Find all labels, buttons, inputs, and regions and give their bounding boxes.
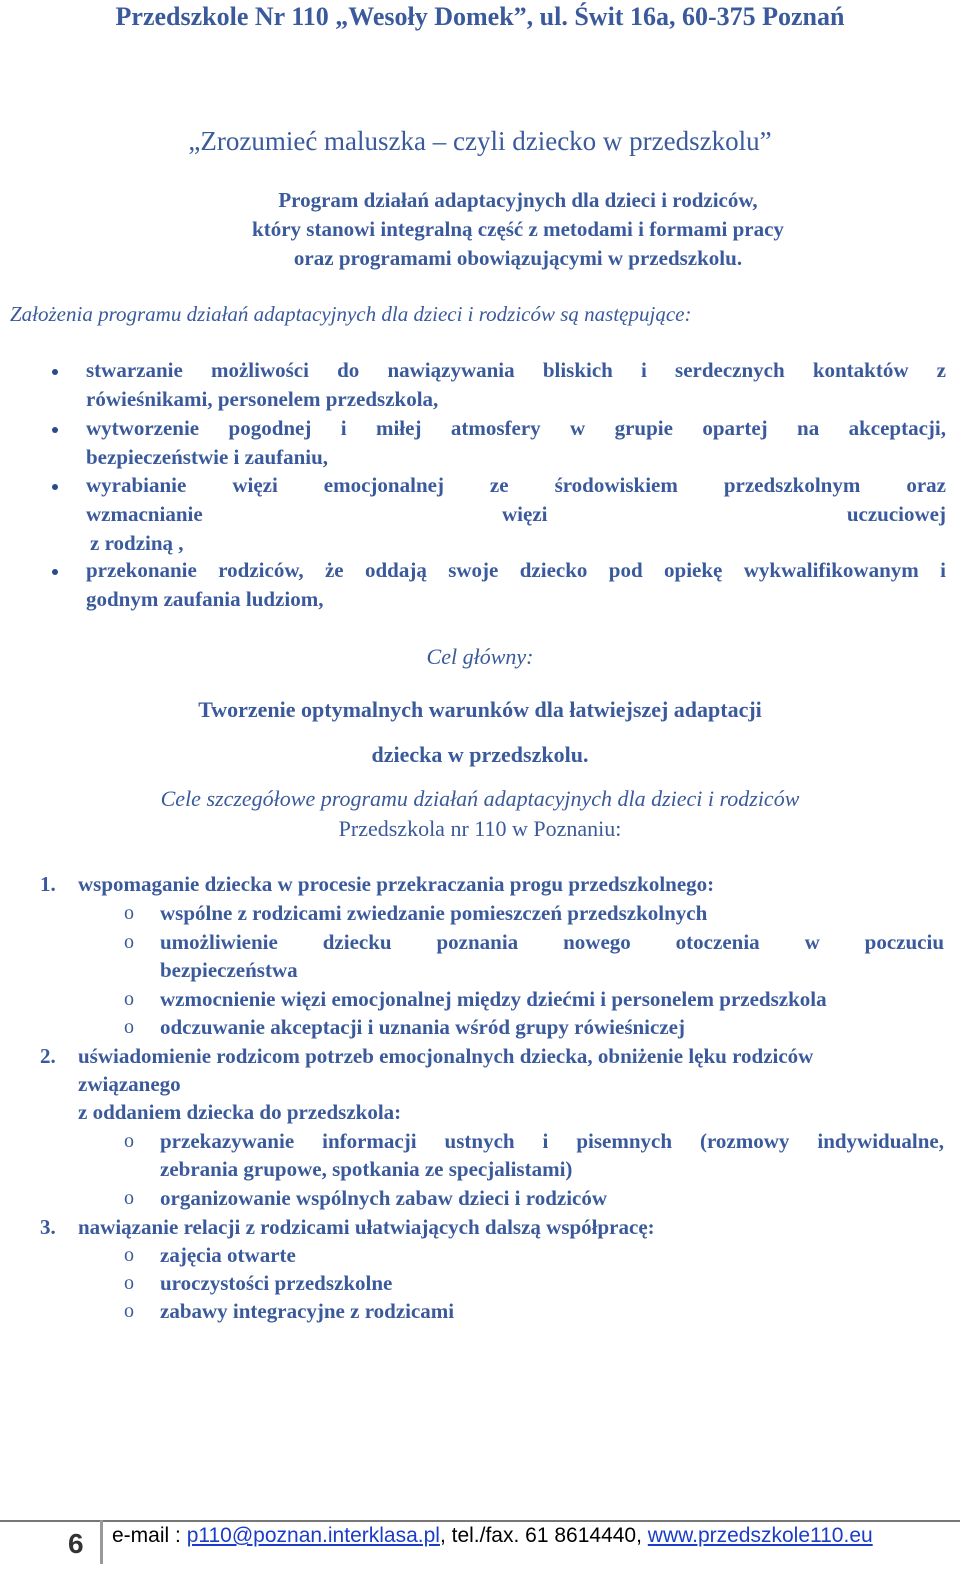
goal-number: 1. xyxy=(40,872,56,896)
bullet-2-line-2: bezpieczeństwie i zaufaniu, xyxy=(86,445,329,469)
subtitle-line-1: Program działań adaptacyjnych dla dzieci i rodziców, xyxy=(278,188,758,212)
goal-3-line-1: nawiązanie relacji z rodzicami ułatwiających dalszą współpracę: xyxy=(78,1215,655,1239)
bullet-1-line-1: stwarzanie możliwości do nawiązywania bliskich i serdecznych kontaktów z xyxy=(86,358,946,382)
goal-number: 2. xyxy=(40,1044,56,1068)
email-label: e-mail : xyxy=(112,1524,187,1547)
goal-1-item-4: odczuwanie akceptacji i uznania wśród grupy rówieśniczej xyxy=(160,1015,685,1039)
bullet-icon xyxy=(52,427,58,433)
goal-2-line-3: z oddaniem dziecka do przedszkola: xyxy=(78,1100,402,1124)
goal-3-item-1: zajęcia otwarte xyxy=(160,1243,296,1267)
goal-2-line-2: związanego xyxy=(78,1072,181,1096)
circle-bullet-icon: o xyxy=(124,931,134,953)
footer-divider xyxy=(0,1520,960,1522)
circle-bullet-icon: o xyxy=(124,1187,134,1209)
bullet-1-line-2: rówieśnikami, personelem przedszkola, xyxy=(86,387,439,411)
main-goal-line-1: Tworzenie optymalnych warunków dla łatwiejszej adaptacji xyxy=(198,697,762,722)
circle-bullet-icon: o xyxy=(124,988,134,1010)
detailed-goals-heading: Cele szczegółowe programu działań adaptacyjnych dla dzieci i rodziców xyxy=(160,786,800,811)
circle-bullet-icon: o xyxy=(124,1016,134,1038)
bullet-icon xyxy=(52,484,58,490)
detailed-goals-heading-2: Przedszkola nr 110 w Poznaniu: xyxy=(338,816,622,841)
main-goal-label: Cel główny: xyxy=(426,644,534,669)
goal-1-item-2-line-2: bezpieczeństwa xyxy=(160,958,298,982)
subtitle-line-3: oraz programami obowiązującymi w przedszkolu. xyxy=(293,246,743,270)
circle-bullet-icon: o xyxy=(124,902,134,924)
bullet-3-line-2: wzmacnianie więzi uczuciowej xyxy=(86,502,946,526)
goal-number: 3. xyxy=(40,1215,56,1239)
bullet-3-line-3: z rodziną , xyxy=(90,531,184,555)
goal-1-item-2-line-1: umożliwienie dziecku poznania nowego otoczenia w poczuciu xyxy=(160,930,944,954)
bullet-4-line-2: godnym zaufania ludziom, xyxy=(86,587,324,611)
goal-2-item-1-line-1: przekazywanie informacji ustnych i pisemnych (rozmowy indywidualne, xyxy=(160,1129,944,1153)
email-link[interactable]: p110@poznan.interklasa.pl xyxy=(186,1524,440,1547)
program-title: „Zrozumieć maluszka – czyli dziecko w przedszkolu” xyxy=(188,126,772,156)
goal-2-item-1-line-2: zebrania grupowe, spotkania ze specjalistami) xyxy=(160,1157,573,1181)
goal-3-item-2: uroczystości przedszkolne xyxy=(160,1271,393,1295)
goal-2-line-1: uświadomienie rodzicom potrzeb emocjonalnych dziecka, obniżenie lęku rodziców xyxy=(78,1044,814,1068)
page-number: 6 xyxy=(68,1528,84,1559)
main-goal-line-2: dziecka w przedszkolu. xyxy=(371,742,589,767)
school-header: Przedszkole Nr 110 „Wesoły Domek”, ul. Świt 16a, 60-375 Poznań xyxy=(115,2,845,31)
circle-bullet-icon: o xyxy=(124,1130,134,1152)
footer-contact xyxy=(112,1524,873,1548)
circle-bullet-icon: o xyxy=(124,1300,134,1322)
assumptions-intro: Założenia programu działań adaptacyjnych dla dzieci i rodziców są następujące: xyxy=(10,302,692,326)
circle-bullet-icon: o xyxy=(124,1244,134,1266)
goal-1-item-3: wzmocnienie więzi emocjonalnej między dziećmi i personelem przedszkola xyxy=(160,987,827,1011)
website-link[interactable]: www.przedszkole110.eu xyxy=(647,1524,873,1547)
bullet-3-line-1: wyrabianie więzi emocjonalnej ze środowiskiem przedszkolnym oraz xyxy=(86,473,946,497)
bullet-icon xyxy=(52,569,58,575)
goal-1-line-1: wspomaganie dziecka w procesie przekraczania progu przedszkolnego: xyxy=(78,872,715,896)
goal-1-item-1: wspólne z rodzicami zwiedzanie pomieszczeń przedszkolnych xyxy=(160,901,708,925)
footer-separator xyxy=(100,1520,103,1564)
goal-3-item-3: zabawy integracyjne z rodzicami xyxy=(160,1299,455,1323)
bullet-icon xyxy=(52,369,58,375)
circle-bullet-icon: o xyxy=(124,1272,134,1294)
phone-text: , tel./fax. 61 8614440, xyxy=(439,1524,648,1547)
subtitle-line-2: który stanowi integralną część z metodami i formami pracy xyxy=(252,217,784,241)
goal-2-item-2: organizowanie wspólnych zabaw dzieci i rodziców xyxy=(160,1186,608,1210)
bullet-2-line-1: wytworzenie pogodnej i miłej atmosfery w grupie opartej na akceptacji, xyxy=(86,416,946,440)
bullet-4-line-1: przekonanie rodziców, że oddają swoje dziecko pod opiekę wykwalifikowanym i xyxy=(86,558,946,582)
